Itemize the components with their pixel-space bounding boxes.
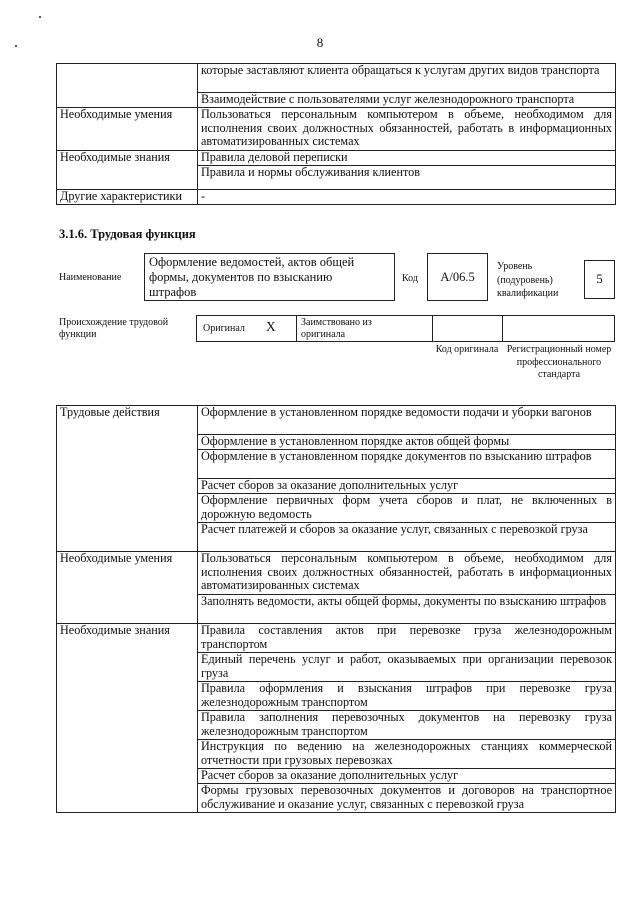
origin-divider <box>296 315 297 342</box>
original-label: Оригинал <box>203 323 245 334</box>
table-row <box>57 406 616 435</box>
cell-item: Расчет сборов за оказание дополнительных услуг <box>198 479 616 494</box>
cell-item: Единый перечень услуг и работ, оказываемых при организации перевозок груза <box>198 653 616 682</box>
cell-item: Расчет платежей и сборов за оказание услуг, связанных с перевозкой груза <box>198 523 616 552</box>
row-label: Другие характеристики <box>57 190 198 205</box>
cell-item: Формы грузовых перевозочных документов и договоров на транспортное обслуживание и оказание услуг, связанных с перевозкой груза <box>198 784 616 813</box>
origin-divider <box>502 315 503 342</box>
page-number: 8 <box>316 35 324 50</box>
table-row <box>57 552 616 595</box>
table-row <box>57 108 616 151</box>
code-label: Код <box>402 273 418 284</box>
cell-item: Правила деловой переписки <box>198 151 616 166</box>
origin-label: Происхождение трудовой функции <box>59 317 169 340</box>
row-label: Необходимые знания <box>57 624 198 813</box>
cell-item: Инструкция по ведению на железнодорожных станциях коммерческой отчетности при грузовых перевозках <box>198 740 616 769</box>
cell-item: Оформление в установленном порядке актов общей формы <box>198 435 616 450</box>
cell-item: Пользоваться персональным компьютером в объеме, необходимом для исполнения своих должностных обязанностей, работать в информационных автоматизированных системах <box>198 108 616 151</box>
reg-number-caption: Регистрационный номер профессионального стандарта <box>506 344 612 380</box>
row-label <box>57 64 198 108</box>
cell-item: Правила составления актов при перевозке груза железнодорожным транспортом <box>198 624 616 653</box>
level-value: 5 <box>596 271 603 286</box>
cell-item: Оформление первичных форм учета сборов и плат, не включенных в дорожную ведомость <box>198 494 616 523</box>
code-value: A/06.5 <box>440 270 475 284</box>
name-value: Оформление ведомостей, актов общей формы, документов по взысканию штрафов <box>149 255 355 299</box>
original-mark: X <box>266 319 276 334</box>
section-heading: 3.1.6. Трудовая функция <box>59 227 196 241</box>
table-row <box>57 624 616 653</box>
row-label: Необходимые умения <box>57 108 198 151</box>
origin-table <box>196 315 615 342</box>
cell-item: Оформление в установленном порядке ведомости подачи и уборки вагонов <box>198 406 616 435</box>
main-table <box>56 405 616 813</box>
borrowed-label: Заимствовано из оригинала <box>301 317 372 340</box>
cell-item: Правила оформления и взыскания штрафов при перевозке груза железнодорожным транспортом <box>198 682 616 711</box>
cell-item: Заполнять ведомости, акты общей формы, документы по взысканию штрафов <box>198 595 616 624</box>
code-original-caption: Код оригинала <box>435 344 499 355</box>
cell-item: Правила и нормы обслуживания клиентов <box>198 166 616 190</box>
level-label: Уровень (подуровень) квалификации <box>497 261 559 299</box>
scan-speck <box>39 16 41 18</box>
top-table <box>56 63 616 205</box>
row-label: Необходимые знания <box>57 151 198 190</box>
cell-item: которые заставляют клиента обращаться к услугам других видов транспорта <box>198 64 616 93</box>
cell-item: Правила заполнения перевозочных документов на перевозку груза железнодорожным транспортом <box>198 711 616 740</box>
cell-item: Пользоваться персональным компьютером в объеме, необходимом для исполнения своих должностных обязанностей, работать в информационных автоматизированных системах <box>198 552 616 595</box>
table-row <box>57 190 616 205</box>
table-row <box>57 64 616 93</box>
cell-item: Оформление в установленном порядке документов по взысканию штрафов <box>198 450 616 479</box>
cell-item: Расчет сборов за оказание дополнительных услуг <box>198 769 616 784</box>
name-label: Наименование <box>59 272 122 283</box>
cell-item: - <box>198 190 616 205</box>
row-label: Необходимые умения <box>57 552 198 624</box>
row-label: Трудовые действия <box>57 406 198 552</box>
table-row <box>57 151 616 166</box>
origin-divider <box>432 315 433 342</box>
cell-item: Взаимодействие с пользователями услуг железнодорожного транспорта <box>198 93 616 108</box>
